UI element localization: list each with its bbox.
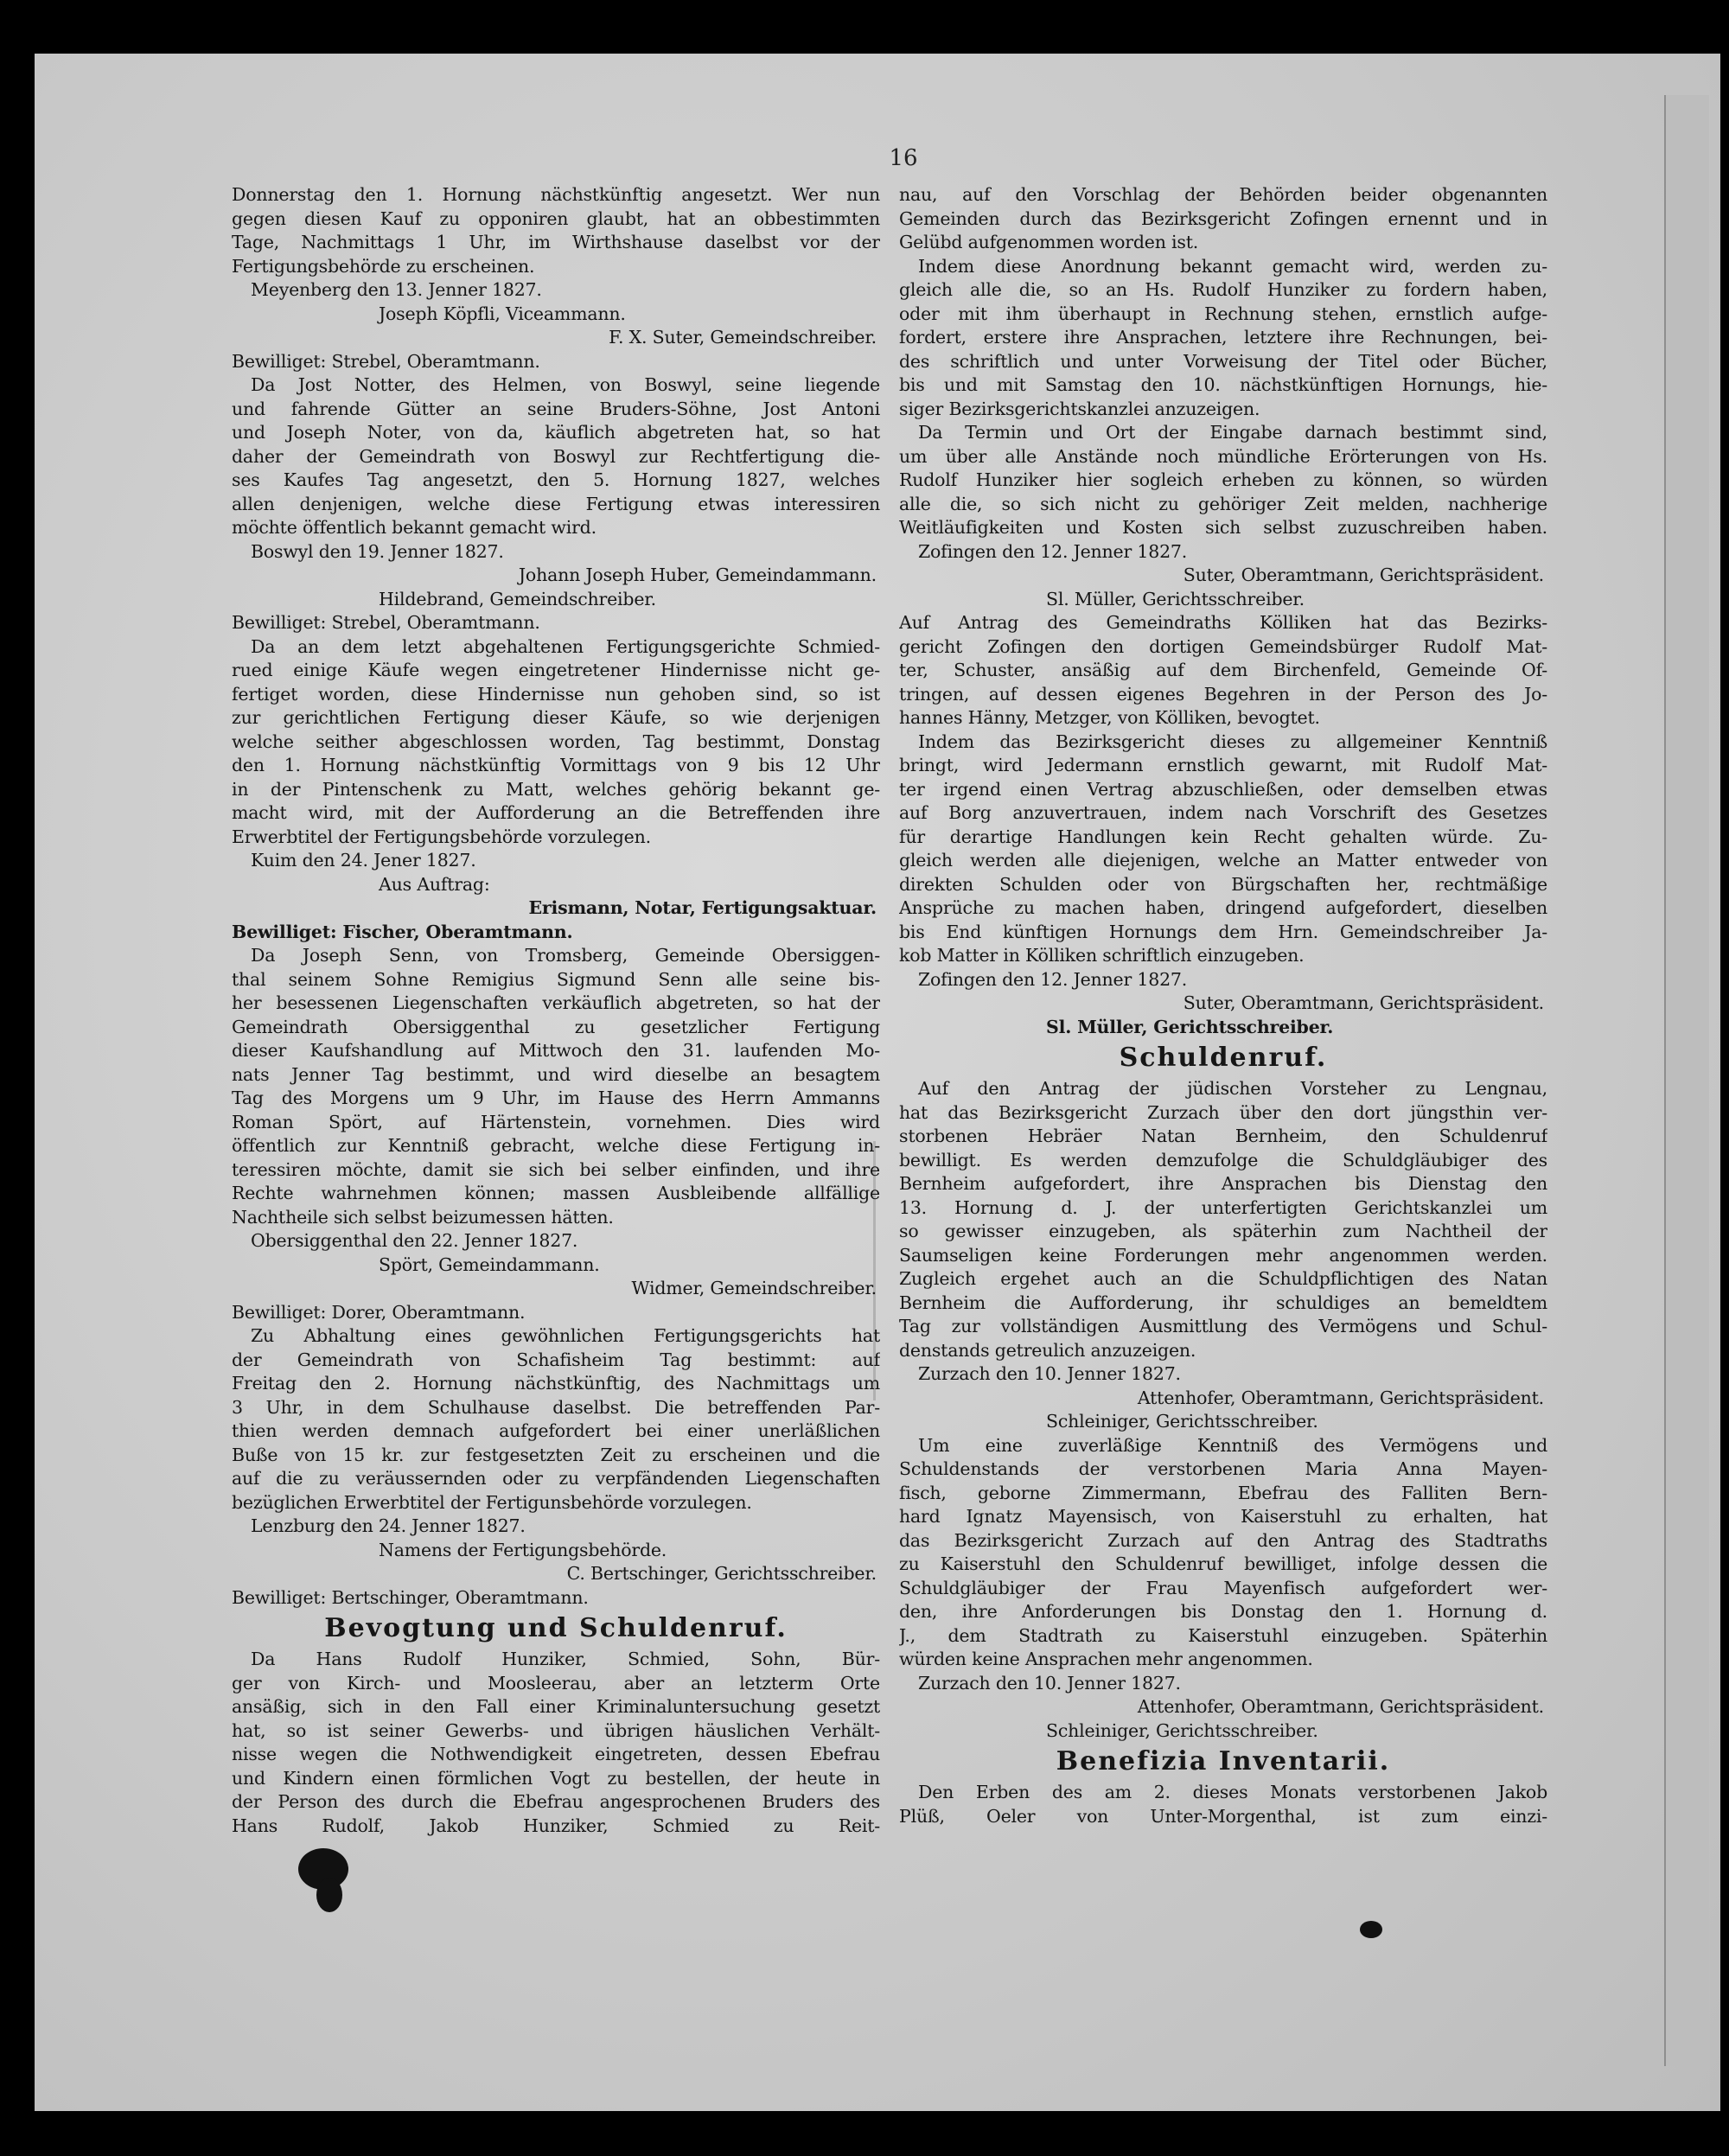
text-line: Johann Joseph Huber, Gemeindammann. xyxy=(518,565,877,585)
text-line: gericht Zofingen den dortigen Gemeindsbürger Rudolf Mat- xyxy=(899,635,1547,657)
text-line: thal seinem Sohne Remigius Sigmund Senn alle seine bis- xyxy=(232,968,880,990)
text-line: Erwerbtitel der Fertigungsbehörde vorzulegen. xyxy=(232,826,651,847)
text-line: Den Erben des am 2. dieses Monats verstorbenen Jakob xyxy=(918,1782,1547,1802)
text-line: daher der Gemeindrath von Boswyl zur Rechtfertigung die- xyxy=(232,445,880,467)
text-line: Da Hans Rudolf Hunziker, Schmied, Sohn, Bür- xyxy=(251,1649,880,1669)
text-line: oder mit ihm überhaupt in Rechnung stehen, ernstlich aufge- xyxy=(899,303,1547,324)
text-line: Gemeinden durch das Bezirksgericht Zofingen ernennt und in xyxy=(899,207,1547,229)
text-line: hat, so ist seiner Gewerbs- und übrigen häuslichen Verhält- xyxy=(232,1719,880,1741)
text-line: Zofingen den 12. Jenner 1827. xyxy=(918,540,1188,562)
text-line: Zurzach den 10. Jenner 1827. xyxy=(918,1363,1181,1384)
text-line: Auf Antrag des Gemeindraths Kölliken hat das Bezirks- xyxy=(899,612,1547,633)
text-line: tringen, auf dessen eigenes Begehren in der Person des Jo- xyxy=(899,683,1547,705)
text-line: der Gemeindrath von Schafisheim Tag bestimmt: auf xyxy=(232,1349,880,1370)
text-line: bis und mit Samstag den 10. nächstkünftigen Hornungs, hie- xyxy=(899,374,1547,395)
text-line: Boswyl den 19. Jenner 1827. xyxy=(251,540,504,562)
text-line: J., dem Stadtrath zu Kaiserstuhl einzugeben. Späterhin xyxy=(899,1624,1547,1646)
text-line: Joseph Köpfli, Viceammann. xyxy=(379,303,626,324)
text-line: zu Kaiserstuhl den Schuldenruf bewilliget, infolge dessen die xyxy=(899,1553,1547,1574)
text-line: 13. Hornung d. J. der unterfertigten Gerichtskanzlei um xyxy=(899,1196,1547,1218)
text-line: bis End künftigen Hornungs dem Hrn. Gemeindschreiber Ja- xyxy=(899,921,1547,942)
text-line: bewilligt. Es werden demzufolge die Schuldgläubiger des xyxy=(899,1149,1547,1170)
text-line: Auf den Antrag der jüdischen Vorsteher zu Lengnau, xyxy=(918,1078,1547,1099)
text-line: storbenen Hebräer Natan Bernheim, den Schuldenruf xyxy=(899,1126,1547,1146)
text-line: Schuldenstands der verstorbenen Maria Anna Mayen- xyxy=(899,1458,1547,1479)
text-line: so gewisser einzugeben, als späterhin zum Nachtheil der xyxy=(899,1221,1547,1241)
text-line: Gelübd aufgenommen worden ist. xyxy=(899,232,1199,252)
text-line: Da an dem letzt abgehaltenen Fertigungsgerichte Schmied- xyxy=(251,635,880,657)
text-line: dieser Kaufshandlung auf Mittwoch den 31. laufenden Mo- xyxy=(232,1040,880,1061)
text-line: Saumseligen keine Forderungen mehr angenommen werden. xyxy=(899,1244,1547,1266)
text-line: und Kindern einen förmlichen Vogt zu bestellen, der heute in xyxy=(232,1767,880,1789)
ink-blot xyxy=(316,1878,342,1912)
text-line: Ansprüche zu machen haben, dringend aufgefordert, dieselben xyxy=(899,897,1547,918)
text-line: fisch, geborne Zimmermann, Ebefrau des Falliten Bern- xyxy=(899,1482,1547,1503)
text-line: Obersiggenthal den 22. Jenner 1827. xyxy=(251,1230,578,1251)
text-line: Rudolf Hunziker hier sogleich erheben zu können, so würden xyxy=(899,469,1547,490)
text-line: hannes Hänny, Metzger, von Kölliken, bevogtet. xyxy=(899,707,1320,728)
text-line: Um eine zuverläßige Kenntniß des Vermögens und xyxy=(918,1434,1547,1456)
text-line: des schriftlich und unter Vorweisung der Titel oder Bücher, xyxy=(899,350,1547,372)
right-column xyxy=(899,183,1547,1828)
text-line: Zurzach den 10. Jenner 1827. xyxy=(918,1672,1181,1694)
text-line: hard Ignatz Mayensisch, von Kaiserstuhl zu erhalten, hat xyxy=(899,1506,1547,1527)
text-line: Zugleich ergehet auch an die Schuldpflichtigen des Natan xyxy=(899,1268,1547,1289)
text-line: öffentlich zur Kenntniß gebracht, welche diese Fertigung in- xyxy=(232,1135,880,1156)
text-line: und fahrende Gütter an seine Bruders-Söhne, Jost Antoni xyxy=(232,398,880,419)
text-line: siger Bezirksgerichtskanzlei anzuzeigen. xyxy=(899,398,1260,419)
text-line: thien werden demnach aufgefordert bei einer unerläßlichen xyxy=(232,1420,880,1441)
text-line: Plüß, Oeler von Unter-Morgenthal, ist zum einzi- xyxy=(899,1805,1547,1827)
text-line: Fertigungsbehörde zu erscheinen. xyxy=(232,255,535,277)
text-line: Erismann, Notar, Fertigungsaktuar. xyxy=(528,897,877,918)
text-line: in der Pintenschenk zu Matt, welches gehörig bekannt ge- xyxy=(232,778,880,800)
text-line: Bernheim die Aufforderung, ihr schuldiges an bemeldtem xyxy=(899,1292,1547,1313)
text-line: den, ihre Anforderungen bis Donstag den 1. Hornung d. xyxy=(899,1601,1547,1622)
text-line: denstands getreulich anzuzeigen. xyxy=(899,1339,1196,1361)
section-heading: Schuldenruf. xyxy=(1119,1043,1328,1073)
text-line: um über alle Anstände noch mündliche Erörterungen von Hs. xyxy=(899,445,1547,467)
text-line: auf die zu veräussernden oder zu verpfändenden Liegenschaften xyxy=(232,1468,880,1489)
text-line: ger von Kirch- und Moosleerau, aber an letzterm Orte xyxy=(232,1672,880,1694)
text-line: Weitläufigkeiten und Kosten sich selbst zuzuschreiben haben. xyxy=(899,517,1547,538)
text-line: der Person des durch die Ebefrau angesprochenen Bruders des xyxy=(232,1791,880,1812)
text-line: Hildebrand, Gemeindschreiber. xyxy=(379,588,656,609)
text-line: Indem das Bezirksgericht dieses zu allgemeiner Kenntniß xyxy=(918,730,1547,752)
page-edge xyxy=(1664,95,1709,2066)
text-line: Namens der Fertigungsbehörde. xyxy=(379,1539,667,1560)
text-line: gegen diesen Kauf zu opponiren glaubt, hat an obbestimmten xyxy=(232,207,880,229)
text-line: kob Matter in Kölliken schriftlich einzugeben. xyxy=(899,945,1305,966)
text-line: Sl. Müller, Gerichtsschreiber. xyxy=(1046,588,1305,609)
text-line: hat das Bezirksgericht Zurzach über den dort jüngsthin ver- xyxy=(899,1101,1547,1123)
text-line: möchte öffentlich bekannt gemacht wird. xyxy=(232,517,597,538)
text-line: gleich werden alle diejenigen, welche an Matter entweder von xyxy=(899,850,1547,871)
text-line: Schuldgläubiger der Frau Mayenfisch aufgefordert wer- xyxy=(899,1577,1547,1598)
text-line: ter, Schuster, ansäßig auf dem Birchenfeld, Gemeinde Of- xyxy=(899,660,1547,680)
text-line: Da Joseph Senn, von Tromsberg, Gemeinde Obersiggen- xyxy=(251,945,880,966)
text-line: Lenzburg den 24. Jenner 1827. xyxy=(251,1515,526,1536)
page-number: 16 xyxy=(889,145,918,171)
section-heading: Bevogtung und Schuldenruf. xyxy=(324,1613,788,1643)
text-line: Widmer, Gemeindschreiber. xyxy=(631,1278,877,1298)
text-line: Tag zur vollständigen Ausmittlung des Vermögens und Schul- xyxy=(899,1316,1547,1336)
text-line: Hans Rudolf, Jakob Hunziker, Schmied zu Reit- xyxy=(232,1815,880,1836)
text-line: Buße von 15 kr. zur festgesetzten Zeit zu erscheinen und die xyxy=(232,1444,880,1465)
section-heading: Benefizia Inventarii. xyxy=(1056,1746,1391,1776)
text-line: fordert, erstere ihre Ansprachen, letztere ihre Rechnungen, bei- xyxy=(899,327,1547,348)
text-line: bezüglichen Erwerbtitel der Fertigunsbehörde vorzulegen. xyxy=(232,1491,752,1513)
text-line: Rechte wahrnehmen können; massen Ausbleibende allfällige xyxy=(232,1183,880,1203)
text-line: allen denjenigen, welche diese Fertigung etwas interessiren xyxy=(232,493,880,514)
text-line: macht wird, mit der Aufforderung an die Betreffenden ihre xyxy=(232,802,880,823)
text-line: 3 Uhr, in dem Schulhause daselbst. Die betreffenden Par- xyxy=(232,1396,880,1418)
text-line: fertiget worden, diese Hindernisse nun gehoben sind, so ist xyxy=(232,683,880,705)
text-line: Zu Abhaltung eines gewöhnlichen Fertigungsgerichts hat xyxy=(251,1325,880,1346)
text-line: Tage, Nachmittags 1 Uhr, im Wirthshause daselbst vor der xyxy=(232,232,880,252)
left-column xyxy=(232,183,880,1838)
text-line: Da Termin und Ort der Eingabe darnach bestimmt sind, xyxy=(918,422,1547,443)
text-line: und Joseph Noter, von da, käuflich abgetreten hat, so hat xyxy=(232,422,880,443)
text-line: nisse wegen die Nothwendigkeit eingetreten, dessen Ebefrau xyxy=(232,1744,880,1764)
text-line: ansäßig, sich in den Fall einer Kriminaluntersuchung gesetzt xyxy=(232,1696,880,1717)
text-line: F. X. Suter, Gemeindschreiber. xyxy=(609,327,877,348)
text-line: Gemeindrath Obersiggenthal zu gesetzlicher Fertigung xyxy=(232,1016,880,1037)
text-line: Bewilliget: Bertschinger, Oberamtmann. xyxy=(232,1586,589,1608)
text-line: Bewilliget: Strebel, Oberamtmann. xyxy=(232,350,540,372)
text-line: ter irgend einen Vertrag abzuschließen, oder demselben etwas xyxy=(899,778,1547,800)
text-line: direkten Schulden oder von Bürgschaften her, rechtmäßige xyxy=(899,873,1547,895)
text-line: Spört, Gemeindammann. xyxy=(379,1253,600,1275)
text-line: her besessenen Liegenschaften verkäuflich abgetreten, so hat der xyxy=(232,992,880,1013)
text-line: Tag des Morgens um 9 Uhr, im Hause des Herrn Ammanns xyxy=(232,1088,880,1108)
text-line: Roman Spört, auf Härtenstein, vornehmen. Dies wird xyxy=(232,1111,880,1132)
text-line: Attenhofer, Oberamtmann, Gerichtspräsident. xyxy=(1137,1387,1544,1408)
text-line: Aus Auftrag: xyxy=(379,873,490,895)
text-line: Bernheim aufgefordert, ihre Ansprachen bis Dienstag den xyxy=(899,1173,1547,1194)
text-line: für derartige Handlungen kein Recht gehalten würde. Zu- xyxy=(899,826,1547,847)
text-line: Freitag den 2. Hornung nächstkünftig, des Nachmittags um xyxy=(232,1373,880,1394)
text-line: bringt, wird Jedermann ernstlich gewarnt, mit Rudolf Mat- xyxy=(899,755,1547,775)
text-line: Bewilliget: Dorer, Oberamtmann. xyxy=(232,1301,526,1323)
text-line: nau, auf den Vorschlag der Behörden beider obgenannten xyxy=(899,184,1547,205)
text-line: Attenhofer, Oberamtmann, Gerichtspräsident. xyxy=(1137,1696,1544,1717)
text-line: nats Jenner Tag bestimmt, und wird dieselbe an besagtem xyxy=(232,1063,880,1085)
text-line: rued einige Käufe wegen eingetretener Hindernisse nicht ge- xyxy=(232,660,880,680)
text-line: auf Borg anzuvertrauen, indem nach Vorschrift des Gesetzes xyxy=(899,802,1547,823)
text-line: C. Bertschinger, Gerichtsschreiber. xyxy=(566,1563,877,1584)
text-line: das Bezirksgericht Zurzach auf den Antrag des Stadtraths xyxy=(899,1529,1547,1551)
ink-blot xyxy=(1360,1921,1382,1938)
text-line: Schleiniger, Gerichtsschreiber. xyxy=(1046,1719,1318,1741)
text-line: Zofingen den 12. Jenner 1827. xyxy=(918,968,1188,990)
text-line: zur gerichtlichen Fertigung dieser Käufe, so wie derjenigen xyxy=(232,707,880,728)
text-line: Kuim den 24. Jener 1827. xyxy=(251,850,476,871)
text-line: ses Kaufes Tag angesetzt, den 5. Hornung 1827, welches xyxy=(232,469,880,490)
text-line: Sl. Müller, Gerichtsschreiber. xyxy=(1046,1016,1334,1037)
text-line: Suter, Oberamtmann, Gerichtspräsident. xyxy=(1183,992,1544,1013)
text-line: Bewilliget: Strebel, Oberamtmann. xyxy=(232,612,540,633)
text-line: Donnerstag den 1. Hornung nächstkünftig angesetzt. Wer nun xyxy=(232,184,880,205)
text-line: Nachtheile sich selbst beizumessen hätten. xyxy=(232,1206,614,1228)
text-line: Meyenberg den 13. Jenner 1827. xyxy=(251,279,542,300)
text-line: welche seither abgeschlossen worden, Tag bestimmt, Donstag xyxy=(232,730,880,752)
text-line: Schleiniger, Gerichtsschreiber. xyxy=(1046,1411,1318,1432)
text-line: Suter, Oberamtmann, Gerichtspräsident. xyxy=(1183,565,1544,585)
text-line: teressiren möchte, damit sie sich bei selber einfinden, und ihre xyxy=(232,1158,880,1180)
text-line: gleich alle die, so an Hs. Rudolf Hunziker zu fordern haben, xyxy=(899,279,1547,300)
text-line: Indem diese Anordnung bekannt gemacht wird, werden zu- xyxy=(918,255,1547,277)
text-line: würden keine Ansprachen mehr angenommen. xyxy=(899,1649,1313,1669)
text-line: alle die, so sich nicht zu gehöriger Zeit melden, nachherige xyxy=(899,493,1547,514)
text-line: den 1. Hornung nächstkünftig Vormittags von 9 bis 12 Uhr xyxy=(232,755,880,775)
text-line: Bewilliget: Fischer, Oberamtmann. xyxy=(232,921,573,942)
text-line: Da Jost Notter, des Helmen, von Boswyl, seine liegende xyxy=(251,374,880,395)
